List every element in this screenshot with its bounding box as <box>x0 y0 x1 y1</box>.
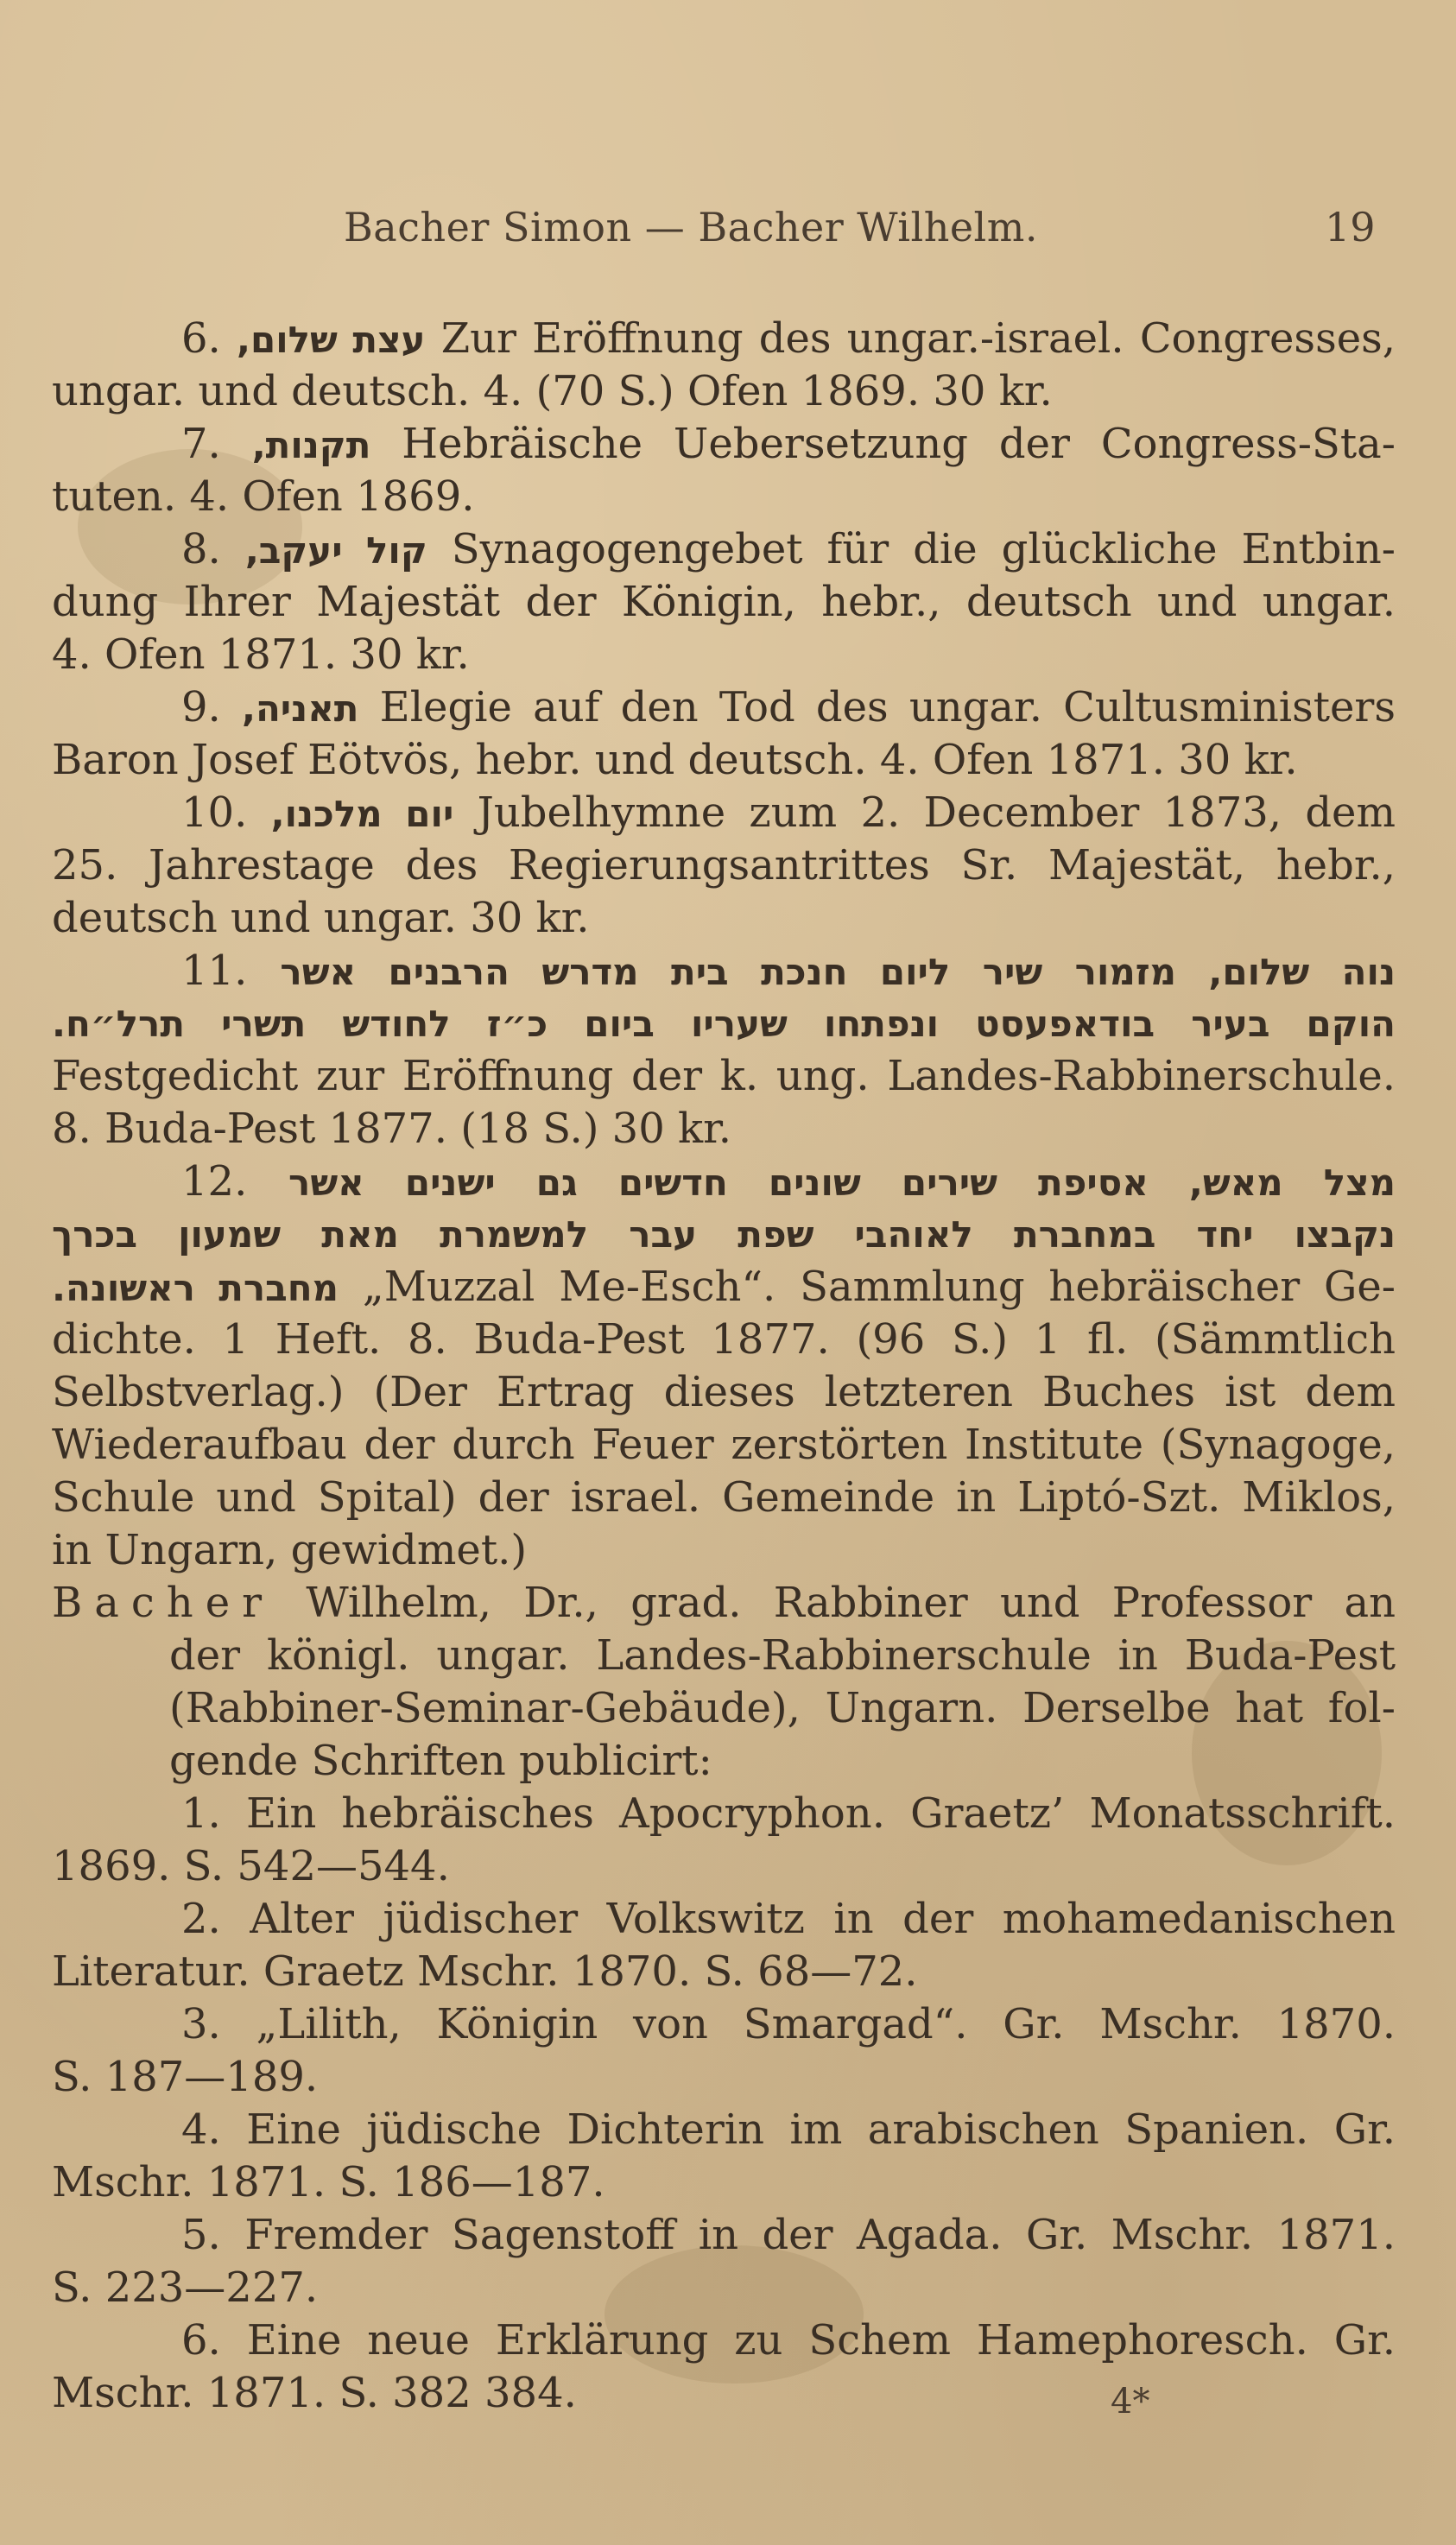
entry-number: 10. <box>181 788 248 837</box>
entry-first-line <box>52 313 1396 365</box>
bibliography-entry <box>52 681 1396 787</box>
entry-text-line: Mschr. 1871. S. 186—187. <box>52 2158 605 2206</box>
entry-first-line: 6. Eine neue Erklärung zu Schem Hamephoresch. Gr. <box>181 2316 1396 2365</box>
bibliography-entry <box>52 523 1396 681</box>
entry-text-line: Festgedicht zur Eröffnung der k. ung. Landes-Rabbinerschule. <box>52 1052 1396 1100</box>
entry-text: Zur Eröffnung des ungar.-israel. Congresses, <box>440 314 1396 363</box>
entry-number: 6. <box>181 314 221 363</box>
signature-mark: 4* <box>1111 2382 1150 2422</box>
entry-text-line: 1869. S. 542—544. <box>52 1842 450 1890</box>
entry-first-line <box>52 787 1396 839</box>
bibliography-entry <box>52 2314 1396 2420</box>
hebrew-line: נקבצו יחד במחברת לאוהבי שפת עבר למשמרת מאת שמעון בכרך <box>52 1213 1396 1256</box>
entry-text-line: Selbstverlag.) (Der Ertrag dieses letzteren Buches ist dem <box>52 1368 1396 1416</box>
entry-text-line: S. 223—227. <box>52 2263 319 2312</box>
entry-first-line <box>52 1155 1396 1208</box>
bibliography-entry <box>52 2104 1396 2209</box>
hebrew-title: נוה שלום, מזמור שיר ליום חנכת בית מדרש הרבנים אשר <box>280 951 1396 993</box>
entry-first-line: 5. Fremder Sagenstoff in der Agada. Gr. Mschr. 1871. <box>181 2211 1396 2259</box>
entry-number: 9. <box>181 683 221 731</box>
entry-first-line: 1. Ein hebräisches Apocryphon. Graetz’ Monatsschrift. <box>181 1789 1396 1838</box>
entry-text: Jubelhymne zum 2. December 1873, dem <box>477 788 1396 837</box>
entry-first-line <box>52 681 1396 734</box>
mixed-line <box>52 1261 1396 1314</box>
entry-number: 11. <box>181 946 248 995</box>
entry-text-line: 8. Buda-Pest 1877. (18 S.) 30 kr. <box>52 1105 732 1153</box>
entry-text-line: Mschr. 1871. S. 382 384. <box>52 2369 577 2417</box>
hebrew-title: תאניה, <box>241 687 359 730</box>
bibliography-entry <box>52 1998 1396 2104</box>
bibliography-entry <box>52 1788 1396 1893</box>
entry-text-line: Literatur. Graetz Mschr. 1870. S. 68—72. <box>52 1947 918 1996</box>
wilhelm-entries <box>52 1788 1396 2420</box>
bibliography-entry <box>52 418 1396 523</box>
bibliography-entry <box>52 1893 1396 1998</box>
bibliography-entry <box>52 2209 1396 2314</box>
entry-text-line: S. 187—189. <box>52 2053 319 2101</box>
entry-text-line: Baron Josef Eötvös, hebr. und deutsch. 4. Ofen 1871. 30 kr. <box>52 736 1298 784</box>
bibliography-entry <box>52 787 1396 945</box>
entry-number: 7. <box>181 420 221 468</box>
author-surname: Bacher <box>52 1579 275 1627</box>
author-text-line: der königl. ungar. Landes-Rabbinerschule in Buda-Pest <box>169 1631 1396 1680</box>
entry-first-line: 2. Alter jüdischer Volkswitz in der mohamedanischen <box>181 1895 1396 1943</box>
page-number: 19 <box>1325 204 1376 250</box>
running-head: Bacher Simon — Bacher Wilhelm. <box>344 204 1039 250</box>
entry-first-line <box>52 418 1396 471</box>
hebrew-title: קול יעקב, <box>244 529 427 572</box>
entry-first-line: 4. Eine jüdische Dichterin im arabischen Spanien. Gr. <box>181 2105 1396 2154</box>
entry-first-line <box>52 523 1396 576</box>
hebrew-title: מצל מאש, אסיפת שירים שונים חדשים גם ישנים אשר <box>288 1162 1396 1204</box>
entry-text: „Muzzal Me-Esch“. Sammlung hebräischer Ge- <box>362 1263 1396 1311</box>
bibliography-entry <box>52 1155 1396 1577</box>
hebrew-title: תקנות, <box>251 424 371 466</box>
entry-text-line: 4. Ofen 1871. 30 kr. <box>52 630 470 679</box>
bibliography-entry <box>52 945 1396 1155</box>
entry-first-line: 3. „Lilith, Königin von Smargad“. Gr. Mschr. 1870. <box>181 2000 1396 2048</box>
hebrew-title: יום מלכנו, <box>270 793 454 835</box>
entry-text: Synagogengebet für die glückliche Entbin- <box>451 525 1396 573</box>
entry-text-line: tuten. 4. Ofen 1869. <box>52 472 475 521</box>
author-text-line: (Rabbiner-Seminar-Gebäude), Ungarn. Derselbe hat fol- <box>169 1684 1396 1732</box>
entry-number: 12. <box>181 1157 248 1206</box>
bibliography-entry <box>52 313 1396 418</box>
entry-text: Elegie auf den Tod des ungar. Cultusministers <box>379 683 1396 731</box>
hebrew-line: הוקם בעיר בודאפעסט ונפתחו שעריו ביום כ״ז לחודש תשרי תרל״ח. <box>52 1003 1396 1045</box>
entry-text-line: Schule und Spital) der israel. Gemeinde in Liptó-Szt. Miklos, <box>52 1473 1396 1522</box>
entry-text-line: dung Ihrer Majestät der Königin, hebr., deutsch und ungar. <box>52 578 1396 626</box>
entry-text-line: ungar. und deutsch. 4. (70 S.) Ofen 1869. 30 kr. <box>52 367 1053 415</box>
simon-entries <box>52 313 1396 1577</box>
author-heading <box>52 1577 1396 1630</box>
page-header <box>0 204 1456 273</box>
entry-text: Hebräische Uebersetzung der Congress-Sta- <box>402 420 1396 468</box>
hebrew-title: עצת שלום, <box>237 319 426 361</box>
author-intro: Wilhelm, Dr., grad. Rabbiner und Professor an <box>306 1579 1396 1627</box>
page-body <box>52 313 1396 2420</box>
entry-text-line: Wiederaufbau der durch Feuer zerstörten Institute (Synagoge, <box>52 1421 1396 1469</box>
entry-text-line: 25. Jahrestage des Regierungsantrittes Sr. Majestät, hebr., <box>52 841 1396 889</box>
hebrew-title: מחברת ראשונה. <box>52 1267 339 1309</box>
author-text-line: gende Schriften publicirt: <box>169 1737 712 1785</box>
entry-first-line <box>52 945 1396 997</box>
entry-text-line: in Ungarn, gewidmet.) <box>52 1526 528 1574</box>
entry-number: 8. <box>181 525 221 573</box>
entry-text-line: dichte. 1 Heft. 8. Buda-Pest 1877. (96 S.) 1 fl. (Sämmtlich <box>52 1315 1396 1364</box>
entry-text-line: deutsch und ungar. 30 kr. <box>52 894 590 942</box>
